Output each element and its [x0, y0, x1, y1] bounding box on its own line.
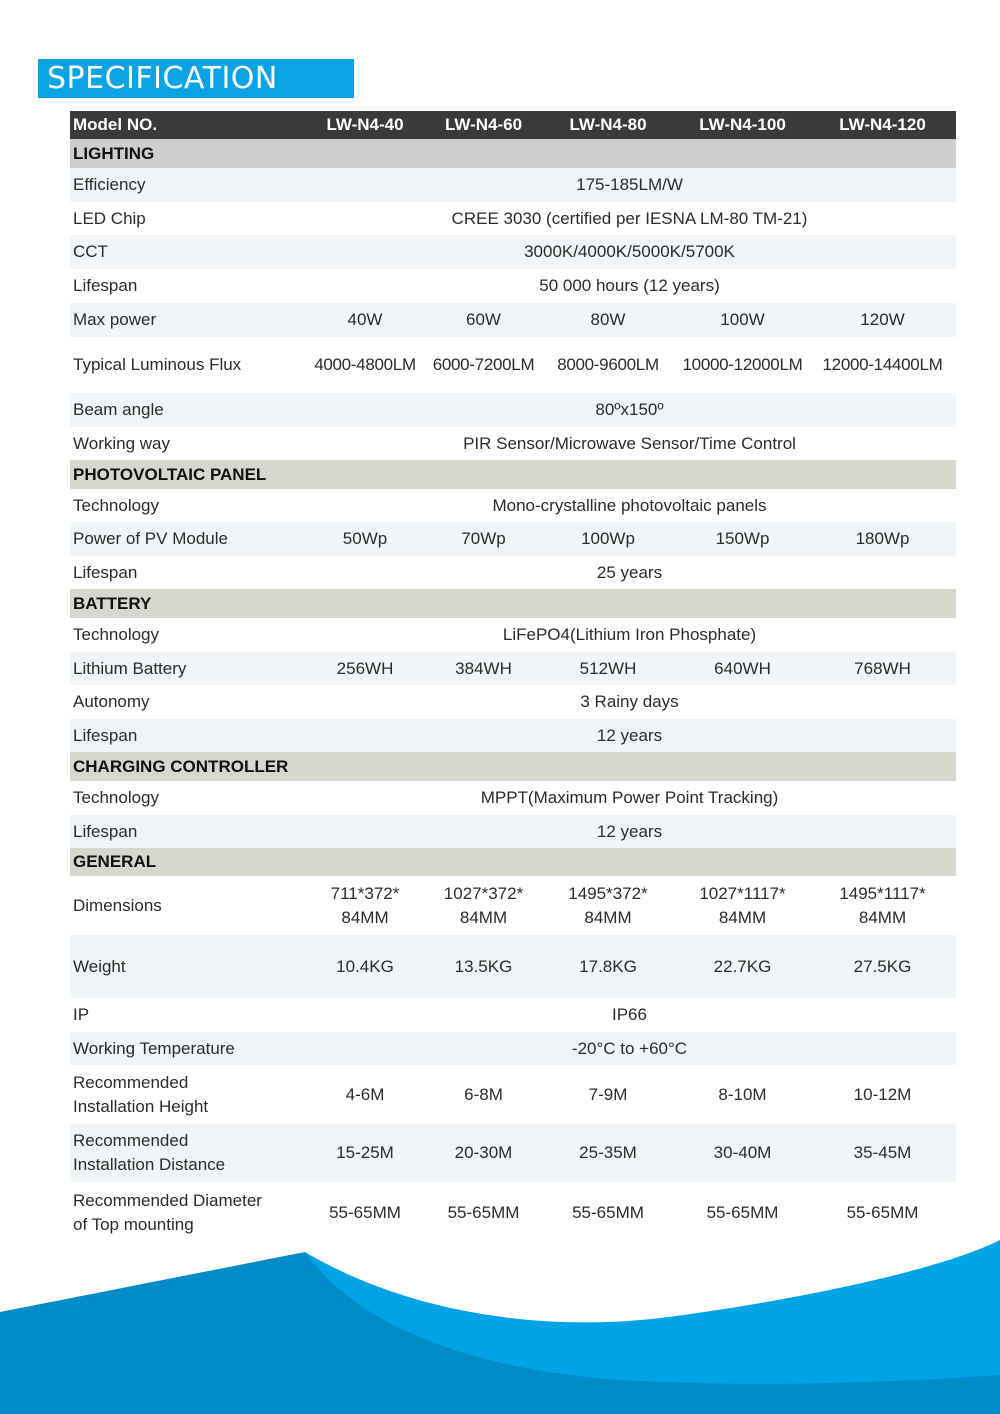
- model-column-header: LW-N4-60: [444, 115, 523, 134]
- row-label: IP: [73, 1005, 90, 1024]
- dimension-line: 1495*372*: [568, 883, 648, 903]
- dimension-line: 1495*1117*: [839, 883, 926, 903]
- row-value: PIR Sensor/Microwave Sensor/Time Control: [463, 433, 796, 453]
- section-header-photovoltaic-panel: [70, 460, 956, 489]
- section-title: GENERAL: [73, 852, 157, 871]
- row-value: 17.8KG: [579, 956, 637, 976]
- row-value: 3000K/4000K/5000K/5700K: [524, 242, 735, 261]
- table-row-autonomy: [70, 685, 956, 719]
- table-row-battery-lifespan: [70, 719, 956, 752]
- row-value: 12000-14400LM: [822, 355, 943, 374]
- row-value: 55-65MM: [447, 1202, 520, 1222]
- table-row-luminous-flux: [70, 337, 956, 393]
- row-value: Mono-crystalline photovoltaic panels: [492, 495, 767, 515]
- row-value: 120W: [860, 310, 905, 329]
- row-value: CREE 3030 (certified per IESNA LM-80 TM-21): [451, 208, 808, 228]
- row-value: 27.5KG: [853, 956, 912, 976]
- row-value: [540, 882, 676, 930]
- row-value: 35-45M: [853, 1143, 912, 1162]
- row-label: LED Chip: [73, 208, 146, 228]
- table-row-weight: [70, 935, 956, 998]
- section-header-general: [70, 848, 956, 876]
- row-label: Beam angle: [73, 400, 164, 419]
- dimension-line: 711*372*: [330, 883, 400, 903]
- row-label: Lifespan: [73, 276, 138, 295]
- table-row-lighting-lifespan: [70, 269, 956, 303]
- row-value: 55-65MM: [846, 1202, 919, 1222]
- row-label: Working way: [73, 433, 170, 453]
- table-row-cct: [70, 235, 956, 269]
- row-value: 4-6M: [345, 1084, 385, 1104]
- row-label: Lifespan: [73, 725, 138, 745]
- model-no-label: Model NO.: [73, 115, 158, 134]
- row-value: 10.4KG: [336, 956, 394, 976]
- row-value: 25 years: [596, 562, 663, 582]
- row-value: 50Wp: [342, 529, 388, 548]
- row-label: Working Temperature: [73, 1038, 235, 1058]
- table-row-beam-angle: [70, 393, 956, 427]
- dimension-line: 84MM: [459, 907, 508, 927]
- row-value: MPPT(Maximum Power Point Tracking): [480, 788, 779, 807]
- row-value: 13.5KG: [454, 956, 513, 976]
- row-value: 100W: [720, 310, 765, 329]
- row-label: Autonomy: [73, 692, 150, 711]
- row-label: Power of PV Module: [73, 529, 228, 548]
- table-row-working-temperature: [70, 1032, 956, 1065]
- row-value: 6000-7200LM: [432, 355, 535, 374]
- section-title: CHARGING CONTROLLER: [73, 756, 289, 776]
- specification-table: [70, 111, 956, 1243]
- row-label: [70, 1071, 303, 1119]
- row-value: 7-9M: [588, 1084, 628, 1104]
- row-value: 10-12M: [853, 1084, 912, 1104]
- decorative-wave-footer: [0, 1230, 1000, 1414]
- row-value: 20-30M: [454, 1143, 513, 1162]
- model-column-header: LW-N4-80: [569, 115, 647, 134]
- row-value: IP66: [612, 1005, 647, 1024]
- dimension-line: 84MM: [341, 907, 389, 927]
- section-header-battery: [70, 589, 956, 618]
- row-value: 256WH: [336, 658, 394, 678]
- section-title: PHOTOVOLTAIC PANEL: [73, 464, 267, 484]
- row-value: 8-10M: [718, 1084, 767, 1104]
- row-value: [303, 882, 427, 930]
- row-value: 22.7KG: [713, 956, 772, 976]
- table-row-installation-distance: [70, 1124, 956, 1182]
- model-column-header: LW-N4-100: [699, 115, 786, 134]
- label-line: Installation Height: [73, 1096, 209, 1116]
- row-value: 12 years: [596, 725, 663, 745]
- row-label: CCT: [73, 242, 108, 261]
- row-value: [676, 882, 809, 930]
- label-line: of Top mounting: [73, 1214, 194, 1234]
- label-line: Installation Distance: [73, 1155, 226, 1174]
- row-value: 8000-9600LM: [557, 355, 659, 374]
- row-value: 15-25M: [336, 1143, 394, 1162]
- row-value: 6-8M: [464, 1084, 503, 1104]
- row-value: 80W: [590, 310, 626, 329]
- row-value: 30-40M: [713, 1143, 772, 1162]
- table-row-pv-technology: [70, 489, 956, 522]
- row-value: 60W: [466, 310, 501, 329]
- row-value: 12 years: [596, 821, 663, 841]
- table-header-row: [70, 111, 956, 139]
- dimension-line: 1027*1117*: [699, 883, 786, 903]
- row-value: 640WH: [714, 658, 771, 678]
- row-label: Lifespan: [73, 821, 138, 841]
- dimension-line: 1027*372*: [443, 883, 524, 903]
- row-value: 150Wp: [715, 529, 770, 548]
- page-title: SPECIFICATION: [38, 59, 354, 98]
- row-value: -20°C to +60°C: [571, 1038, 688, 1058]
- table-row-battery-technology: [70, 618, 956, 652]
- table-row-controller-lifespan: [70, 815, 956, 848]
- row-value: 10000-12000LM: [682, 355, 803, 374]
- label-line: Recommended: [73, 1072, 189, 1092]
- table-row-max-power: [70, 303, 956, 337]
- row-label: Lithium Battery: [73, 658, 187, 678]
- row-value: 55-65MM: [706, 1202, 779, 1222]
- row-label: Typical Luminous Flux: [73, 355, 242, 374]
- row-value: 40W: [347, 310, 383, 329]
- dimension-line: 84MM: [584, 907, 632, 927]
- row-value: 4000-4800LM: [314, 355, 416, 374]
- table-row-dimensions: [70, 876, 956, 935]
- row-value: LiFePO4(Lithium Iron Phosphate): [502, 625, 757, 644]
- row-label: Lifespan: [73, 562, 138, 582]
- section-title: LIGHTING: [73, 143, 155, 163]
- table-row-pv-power: [70, 522, 956, 556]
- table-row-working-way: [70, 427, 956, 460]
- model-column-header: LW-N4-40: [326, 115, 404, 134]
- row-label: Dimensions: [73, 895, 162, 915]
- row-label: Max power: [73, 310, 157, 329]
- dimension-line: 84MM: [858, 907, 907, 927]
- label-line: Recommended Diameter: [73, 1190, 262, 1210]
- table-row-pv-lifespan: [70, 556, 956, 589]
- row-value: 512WH: [579, 658, 637, 678]
- table-row-controller-technology: [70, 781, 956, 815]
- row-label: Weight: [73, 956, 126, 976]
- table-row-lithium-battery: [70, 652, 956, 685]
- row-value: 768WH: [854, 658, 911, 678]
- table-row-led-chip: [70, 202, 956, 235]
- section-header-lighting: [70, 139, 956, 168]
- row-value: 100Wp: [581, 529, 635, 548]
- row-value: 175-185LM/W: [576, 175, 683, 194]
- dimension-line: 84MM: [718, 907, 767, 927]
- row-label: Efficiency: [73, 175, 146, 194]
- table-row-ip: [70, 998, 956, 1032]
- section-header-charging-controller: [70, 752, 956, 781]
- table-row-installation-height: [70, 1065, 956, 1124]
- row-label: Technology: [73, 495, 160, 515]
- row-value: 80ºx150º: [595, 400, 664, 419]
- model-column-header: LW-N4-120: [839, 115, 926, 134]
- row-value: 50 000 hours (12 years): [539, 276, 720, 295]
- row-value: [427, 882, 540, 930]
- row-value: [809, 882, 956, 930]
- row-value: 384WH: [455, 658, 512, 678]
- row-label: [70, 1129, 303, 1177]
- row-value: 180Wp: [855, 529, 910, 548]
- row-label: Technology: [73, 788, 160, 807]
- row-value: 55-65MM: [329, 1202, 401, 1222]
- section-title: BATTERY: [73, 593, 152, 613]
- row-value: 70Wp: [461, 529, 506, 548]
- row-value: 55-65MM: [572, 1202, 644, 1222]
- row-value: 25-35M: [579, 1143, 637, 1162]
- label-line: Recommended: [73, 1131, 189, 1150]
- row-value: 3 Rainy days: [580, 692, 679, 711]
- row-label: Technology: [73, 625, 160, 644]
- table-row-efficiency: [70, 168, 956, 202]
